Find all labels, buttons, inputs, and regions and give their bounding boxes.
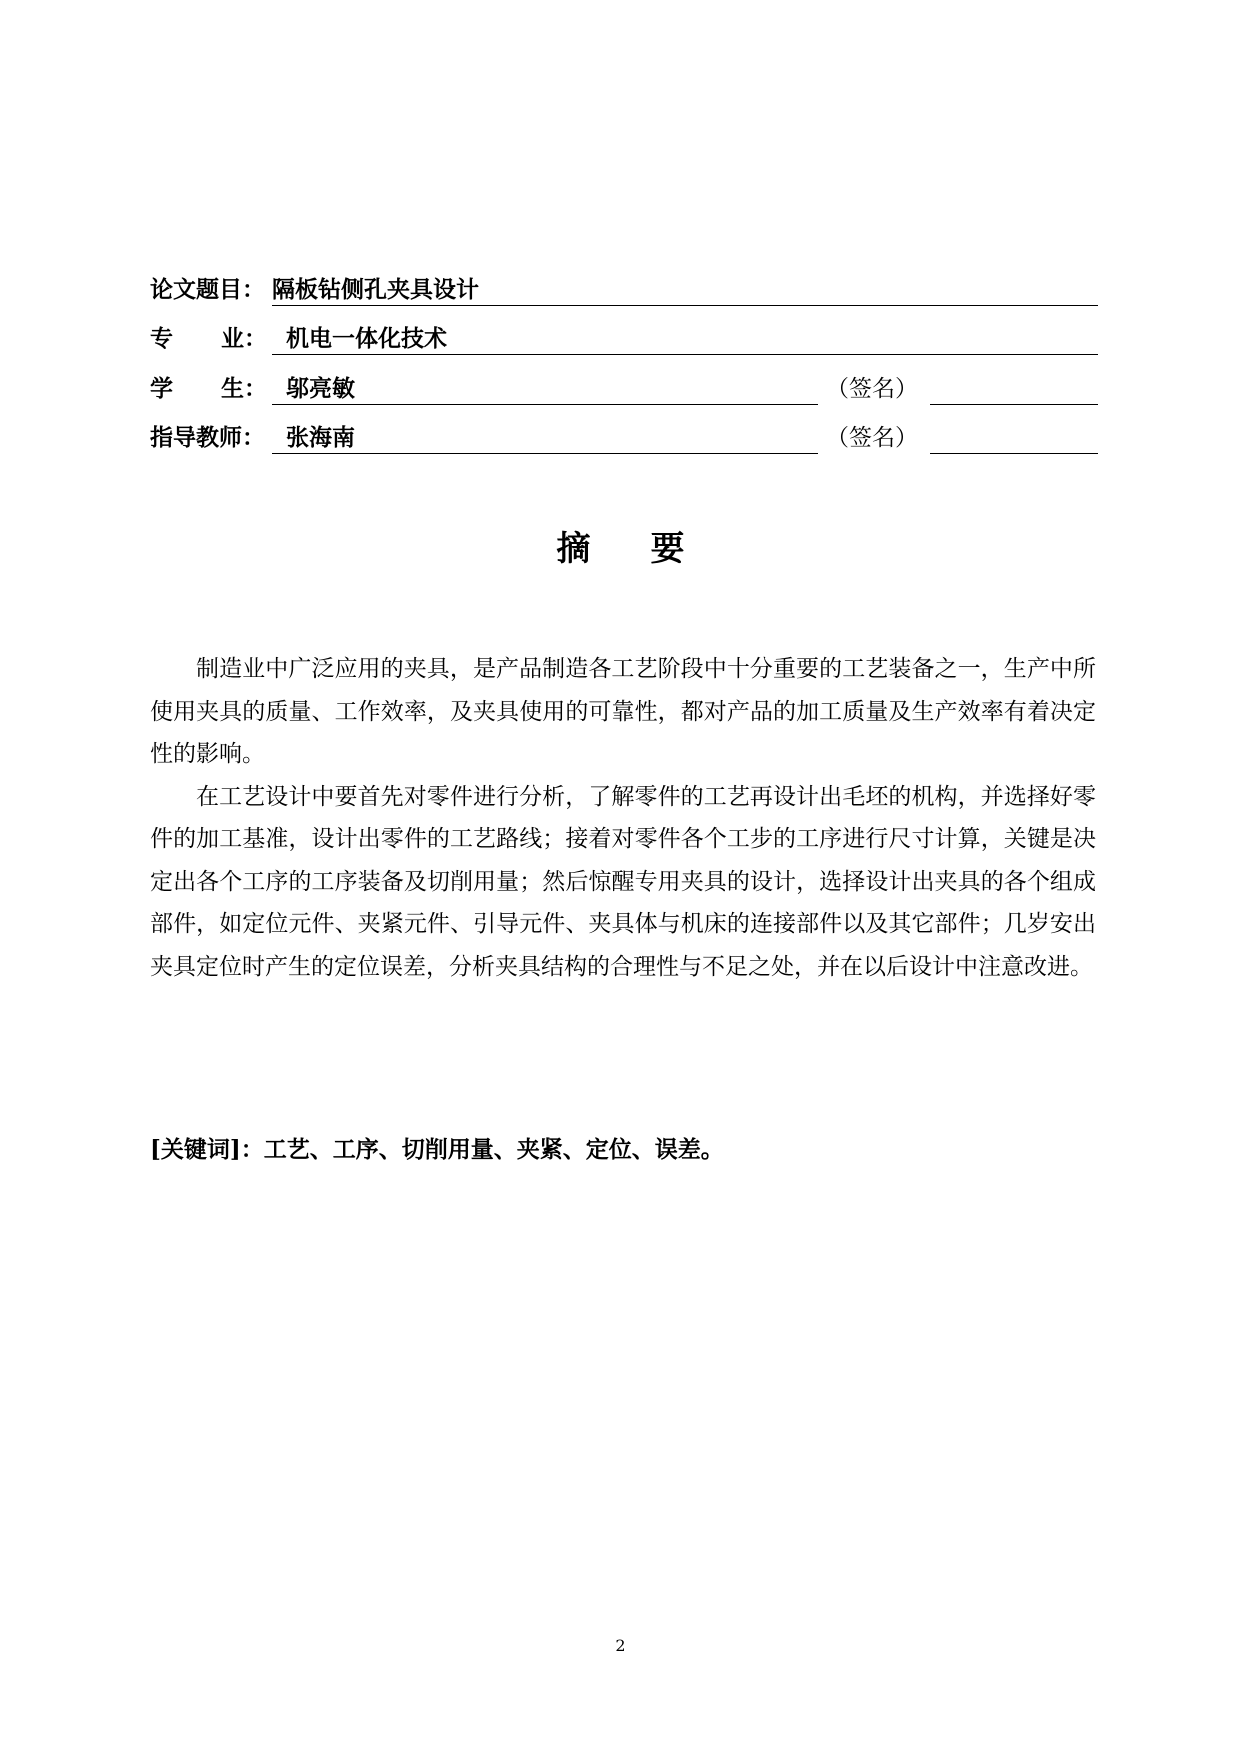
title-value: 隔板钻侧孔夹具设计 [272, 276, 479, 303]
major-value: 机电一体化技术 [286, 325, 447, 352]
info-row-student [150, 372, 1100, 406]
student-sign-label: （签名） [826, 376, 918, 402]
page-number: 2 [615, 1636, 626, 1655]
advisor-value: 张海南 [286, 424, 355, 451]
info-row-major [150, 322, 1100, 356]
major-label: 专 业： [150, 325, 268, 352]
advisor-underline [272, 453, 818, 454]
info-row-title [150, 273, 1100, 307]
abstract-title-char-2: 要 [650, 529, 685, 569]
student-underline [272, 404, 818, 405]
student-label: 学 生： [150, 375, 268, 402]
abstract-title [0, 521, 1241, 570]
student-value: 邬亮敏 [286, 375, 355, 402]
abstract-title-char-1: 摘 [556, 529, 591, 569]
info-row-advisor [150, 421, 1100, 455]
title-label: 论文题目： [150, 276, 265, 303]
advisor-sign-underline [930, 453, 1098, 454]
title-underline [272, 305, 1098, 306]
student-sign-underline [930, 404, 1098, 405]
keywords: [关键词]：工艺、工序、切削用量、夹紧、定位、误差。 [150, 1136, 724, 1163]
major-underline [272, 354, 1098, 355]
abstract-paragraph-1: 制造业中广泛应用的夹具，是产品制造各工艺阶段中十分重要的工艺装备之一，生产中所使用夹具的质量、工作效率，及夹具使用的可靠性，都对产品的加工质量及生产效率有着决定性的影响。 [150, 656, 1096, 767]
abstract-paragraph-2: 在工艺设计中要首先对零件进行分析，了解零件的工艺再设计出毛坯的机构，并选择好零件的加工基准，设计出零件的工艺路线；接着对零件各个工步的工序进行尺寸计算，关键是决定出各个工序的工序装备及切削用量；然后惊醒专用夹具的设计，选择设计出夹具的各个组成部件，如定位元件、夹紧元件、引导元件、夹具体与机床的连接部件以及其它部件；几岁安出夹具定位时产生的定位误差，分析夹具结构的合理性与不足之处，并在以后设计中注意改进。 [150, 783, 1096, 980]
abstract-body [150, 648, 1096, 988]
advisor-sign-label: （签名） [826, 425, 918, 451]
advisor-label: 指导教师： [150, 424, 265, 451]
